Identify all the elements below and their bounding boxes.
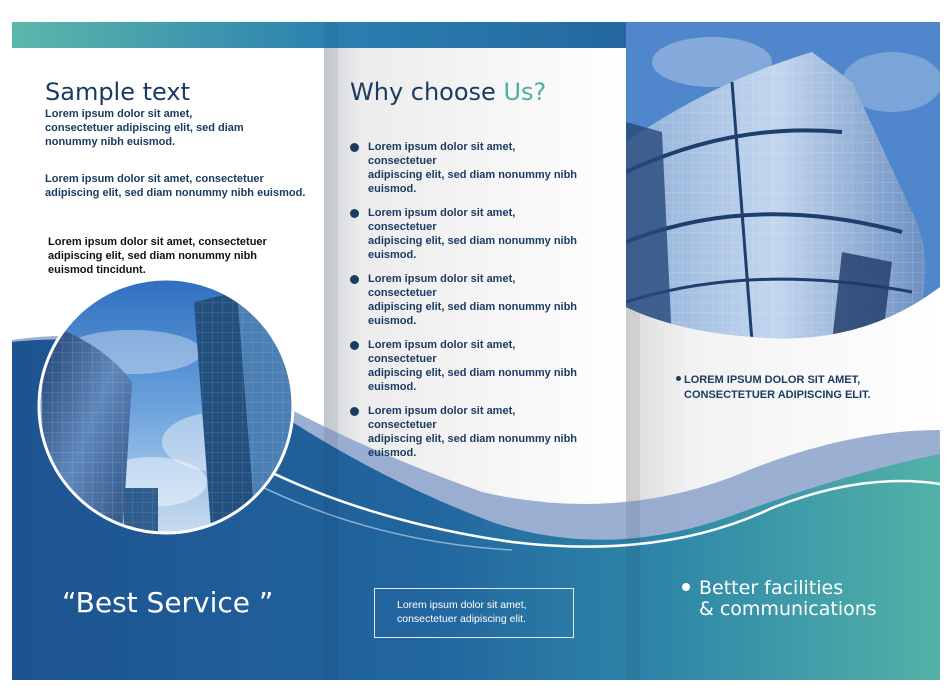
- bullet-dot-icon: [682, 583, 690, 591]
- list-item: [350, 206, 580, 272]
- heading-accent-text: Us?: [503, 78, 547, 106]
- bullet-text: Lorem ipsum dolor sit amet, consectetuer adipiscing elit, sed diam nonummy nibh euismod.: [368, 207, 578, 261]
- list-item: [350, 404, 580, 470]
- list-item: [350, 338, 580, 404]
- best-service-quote: “Best Service ”: [62, 586, 274, 619]
- text-line: Lorem ipsum dolor sit amet, consectetuer: [45, 173, 264, 185]
- boxed-text: [374, 588, 574, 638]
- text-line: LOREM IPSUM DOLOR SIT AMET,: [684, 374, 861, 386]
- bullet-text: Lorem ipsum dolor sit amet, consectetuer adipiscing elit, sed diam nonummy nibh euismod.: [368, 273, 578, 327]
- panel-left-paragraph-1: [45, 107, 244, 149]
- bullet-dot-icon: [350, 341, 359, 350]
- text-line: Lorem ipsum dolor sit amet,: [397, 599, 527, 611]
- panel-middle-heading: [350, 78, 546, 106]
- bullet-dot-icon: [350, 407, 359, 416]
- panel-left-paragraph-2: [45, 172, 305, 200]
- bullet-text: Lorem ipsum dolor sit amet, consectetuer adipiscing elit, sed diam nonummy nibh euismod.: [368, 339, 578, 393]
- bullet-dot-icon: [350, 275, 359, 284]
- text-line: consectetuer adipiscing elit.: [397, 613, 526, 625]
- text-line: nonummy nibh euismod.: [45, 136, 176, 148]
- text-line: Lorem ipsum dolor sit amet, consectetuer: [48, 236, 267, 248]
- bullet-text: Lorem ipsum dolor sit amet, consectetuer adipiscing elit, sed diam nonummy nibh euismod.: [368, 141, 578, 195]
- list-item: [350, 272, 580, 338]
- trifold-brochure: [12, 22, 940, 680]
- glass-building-photo: [626, 22, 940, 352]
- list-item: [350, 140, 580, 206]
- bullet-dot-icon: [350, 209, 359, 218]
- bullet-dot-icon: [350, 143, 359, 152]
- heading-main-text: Why choose: [350, 78, 504, 106]
- panel-left-paragraph-3: [48, 235, 267, 277]
- bullet-text: Lorem ipsum dolor sit amet, consectetuer adipiscing elit, sed diam nonummy nibh euismod.: [368, 405, 578, 459]
- text-line: Lorem ipsum dolor sit amet,: [45, 108, 193, 120]
- text-line: euismod tincidunt.: [48, 264, 146, 276]
- text-line: consectetuer adipiscing elit, sed diam: [45, 122, 244, 134]
- text-line: adipiscing elit, sed diam nonummy nibh euismod.: [45, 187, 306, 199]
- bullet-dot-icon: [676, 376, 681, 381]
- text-line: & communications: [699, 598, 877, 620]
- text-line: adipiscing elit, sed diam nonummy nibh: [48, 250, 258, 262]
- text-line: CONSECTETUER ADIPISCING ELIT.: [684, 389, 871, 401]
- text-line: Better facilities: [699, 577, 844, 599]
- reasons-list: [350, 140, 580, 470]
- panel-left-heading: Sample text: [45, 78, 190, 106]
- caps-text: [684, 373, 871, 403]
- facility-text: [699, 578, 877, 620]
